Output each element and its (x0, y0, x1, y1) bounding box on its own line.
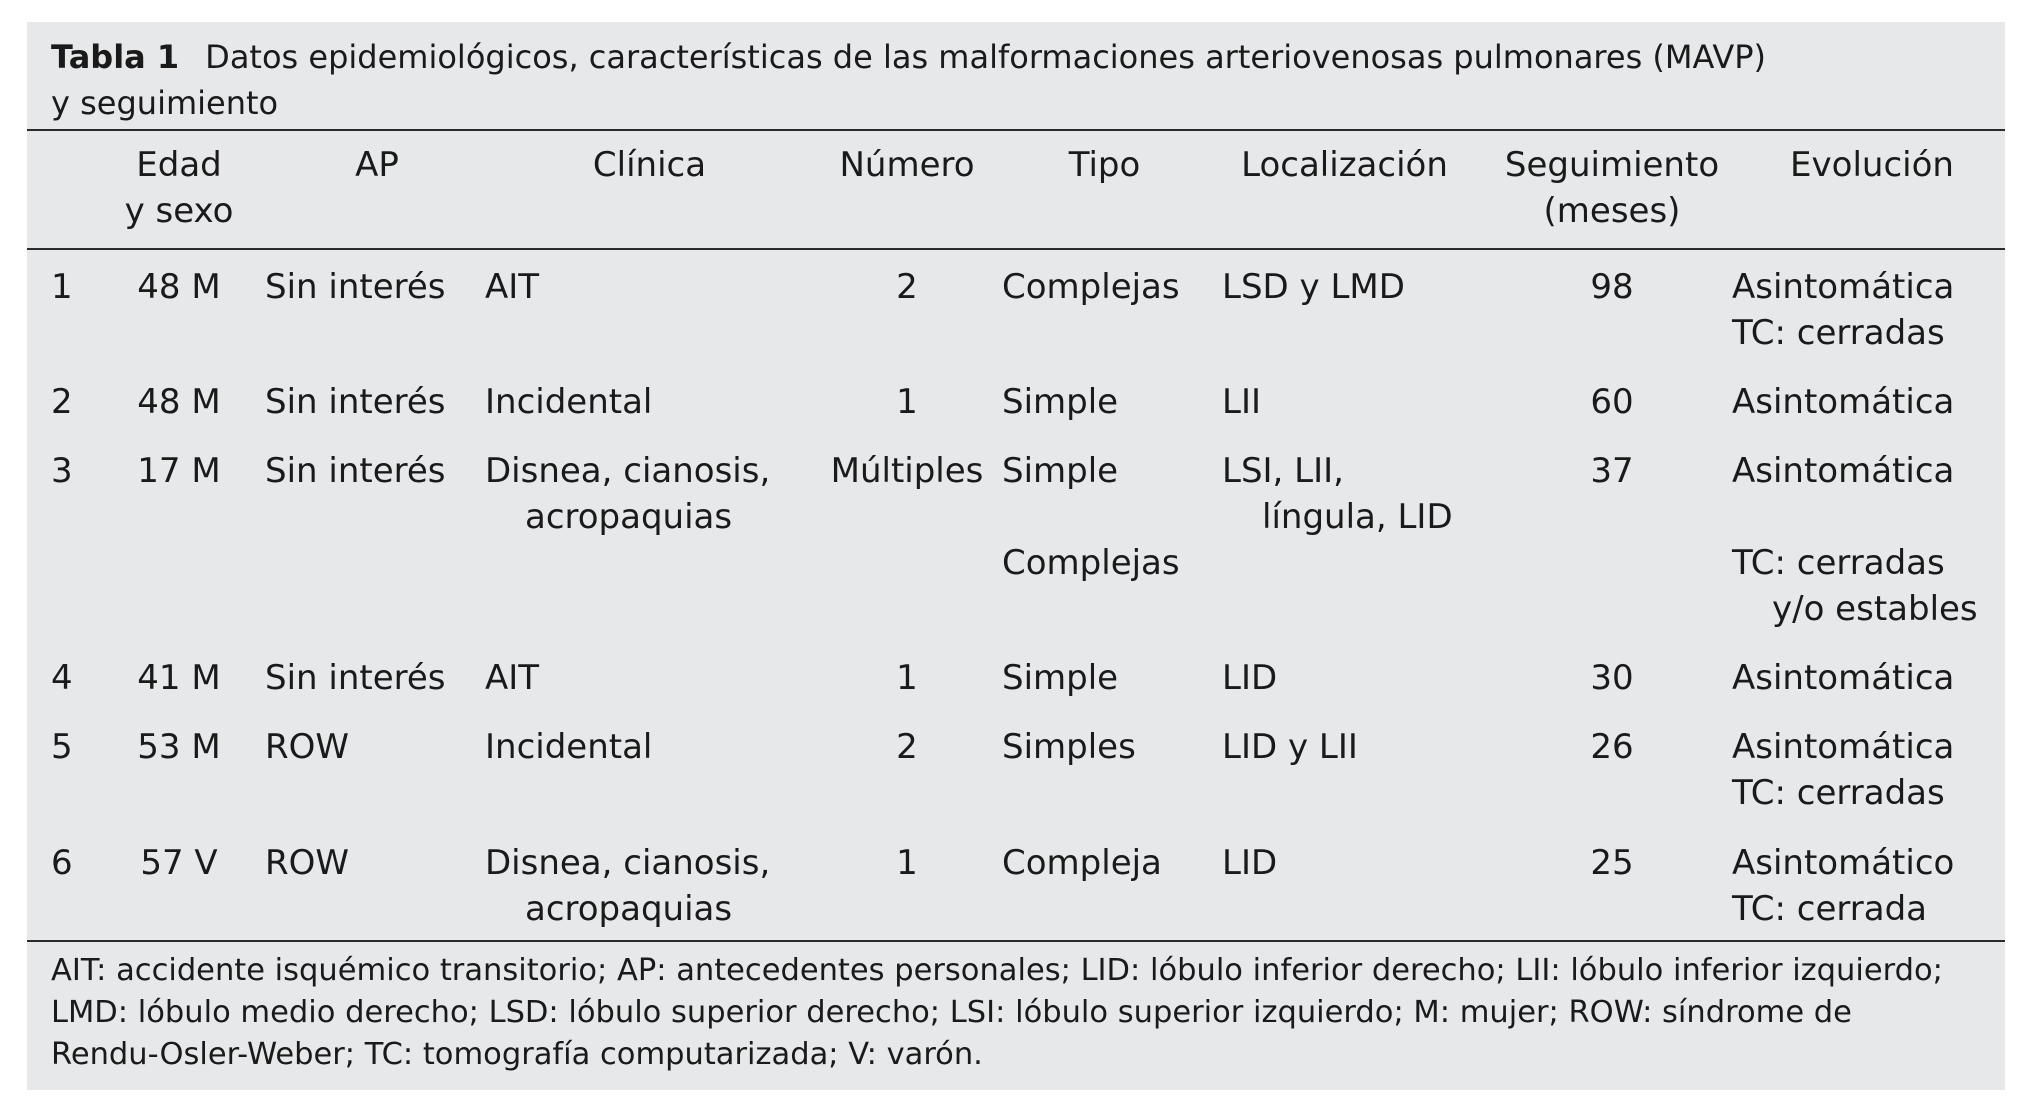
cell-evolucion: Asintomático (1732, 843, 1955, 883)
cell-clinica-cont: acropaquias (525, 497, 733, 537)
cell-evolucion: Asintomática (1732, 382, 1955, 422)
cell-seguimiento: 26 (1590, 727, 1634, 767)
cell-seguimiento: 98 (1590, 267, 1634, 307)
cell-localizacion: LII (1222, 382, 1261, 422)
cell-numero: 1 (896, 382, 918, 422)
cell-localizacion: LSI, LII, (1222, 451, 1344, 491)
cell-edad: 48 M (137, 267, 221, 307)
cell-tipo: Simple (1002, 658, 1119, 698)
cell-edad: 17 M (137, 451, 221, 491)
cell-edad: 53 M (137, 727, 221, 767)
cell-numero: 1 (896, 843, 918, 883)
cell-numero: 1 (896, 658, 918, 698)
footnote-line: AIT: accidente isquémico transitorio; AP: antecedentes personales; LID: lóbulo inferior derecho; LII: lóbulo inferior izquierdo; (51, 953, 1943, 988)
footnote-line: Rendu-Osler-Weber; TC: tomografía computarizada; V: varón. (51, 1037, 983, 1072)
header-tipo: Tipo (1068, 145, 1141, 185)
row-number: 4 (51, 658, 73, 698)
cell-seguimiento: 25 (1590, 843, 1634, 883)
cell-localizacion-cont: língula, LID (1262, 497, 1453, 537)
cell-tipo: Compleja (1002, 843, 1162, 883)
table-footnote (51, 950, 1981, 1076)
header-bottom-rule (27, 248, 2005, 250)
cell-tipo: Complejas (1002, 267, 1180, 307)
cell-evolucion: Asintomática (1732, 451, 1955, 491)
header-edad: Edad y sexo (124, 145, 234, 231)
cell-tipo: Simples (1002, 727, 1136, 767)
cell-clinica: Incidental (485, 727, 653, 767)
row-number: 3 (51, 451, 73, 491)
cell-evolucion-tc: TC: cerrada (1732, 889, 1928, 929)
header-seguimiento: Seguimiento (meses) (1504, 145, 1720, 231)
cell-localizacion: LID (1222, 843, 1278, 883)
footnote-line: LMD: lóbulo medio derecho; LSD: lóbulo superior derecho; LSI: lóbulo superior izquierdo; M: mujer; ROW: síndrome de (51, 995, 1852, 1030)
cell-clinica: AIT (485, 267, 540, 307)
cell-clinica: Incidental (485, 382, 653, 422)
cell-evolucion-tc: TC: cerradas (1732, 313, 1945, 353)
cell-evolucion-cont: y/o estables (1772, 589, 1978, 629)
row-number: 6 (51, 843, 73, 883)
cell-edad: 57 V (140, 843, 218, 883)
cell-localizacion: LID y LII (1222, 727, 1358, 767)
cell-numero: Múltiples (830, 451, 984, 491)
cell-edad: 48 M (137, 382, 221, 422)
cell-tipo: Simple (1002, 451, 1119, 491)
cell-evolucion: Asintomática (1732, 267, 1955, 307)
table-panel (27, 22, 2005, 1090)
cell-localizacion: LID (1222, 658, 1278, 698)
row-number: 2 (51, 382, 73, 422)
cell-seguimiento: 37 (1590, 451, 1634, 491)
cell-numero: 2 (896, 727, 918, 767)
cell-ap: Sin interés (265, 658, 446, 698)
cell-ap: Sin interés (265, 382, 446, 422)
table-title: Datos epidemiológicos, características de las malformaciones arteriovenosas pulmonares (MAVP) (205, 38, 1767, 76)
cell-tipo-second: Complejas (1002, 543, 1180, 583)
cell-clinica: Disnea, cianosis, (485, 451, 771, 491)
cell-ap: Sin interés (265, 267, 446, 307)
header-localizacion: Localización (1241, 145, 1448, 185)
cell-seguimiento: 60 (1590, 382, 1634, 422)
cell-edad: 41 M (137, 658, 221, 698)
header-evolucion: Evolución (1790, 145, 1954, 185)
cell-seguimiento: 30 (1590, 658, 1634, 698)
cell-ap: Sin interés (265, 451, 446, 491)
header-top-rule (27, 129, 2005, 131)
cell-localizacion: LSD y LMD (1222, 267, 1405, 307)
header-ap: AP (355, 145, 399, 185)
cell-clinica-cont: acropaquias (525, 889, 733, 929)
cell-tipo: Simple (1002, 382, 1119, 422)
cell-ap: ROW (265, 727, 350, 767)
table-label: Tabla 1 (51, 38, 180, 76)
cell-evolucion-tc: TC: cerradas (1732, 773, 1945, 813)
cell-numero: 2 (896, 267, 918, 307)
table-title-continued: y seguimiento (51, 84, 279, 122)
cell-evolucion: Asintomática (1732, 658, 1955, 698)
row-number: 5 (51, 727, 73, 767)
row-number: 1 (51, 267, 73, 307)
cell-evolucion: Asintomática (1732, 727, 1955, 767)
header-numero: Número (839, 145, 975, 185)
cell-clinica: AIT (485, 658, 540, 698)
table-caption (51, 34, 1981, 126)
cell-ap: ROW (265, 843, 350, 883)
table-bottom-rule (27, 940, 2005, 942)
cell-clinica: Disnea, cianosis, (485, 843, 771, 883)
cell-evolucion-tc: TC: cerradas (1732, 543, 1945, 583)
header-clinica: Clínica (592, 145, 707, 185)
